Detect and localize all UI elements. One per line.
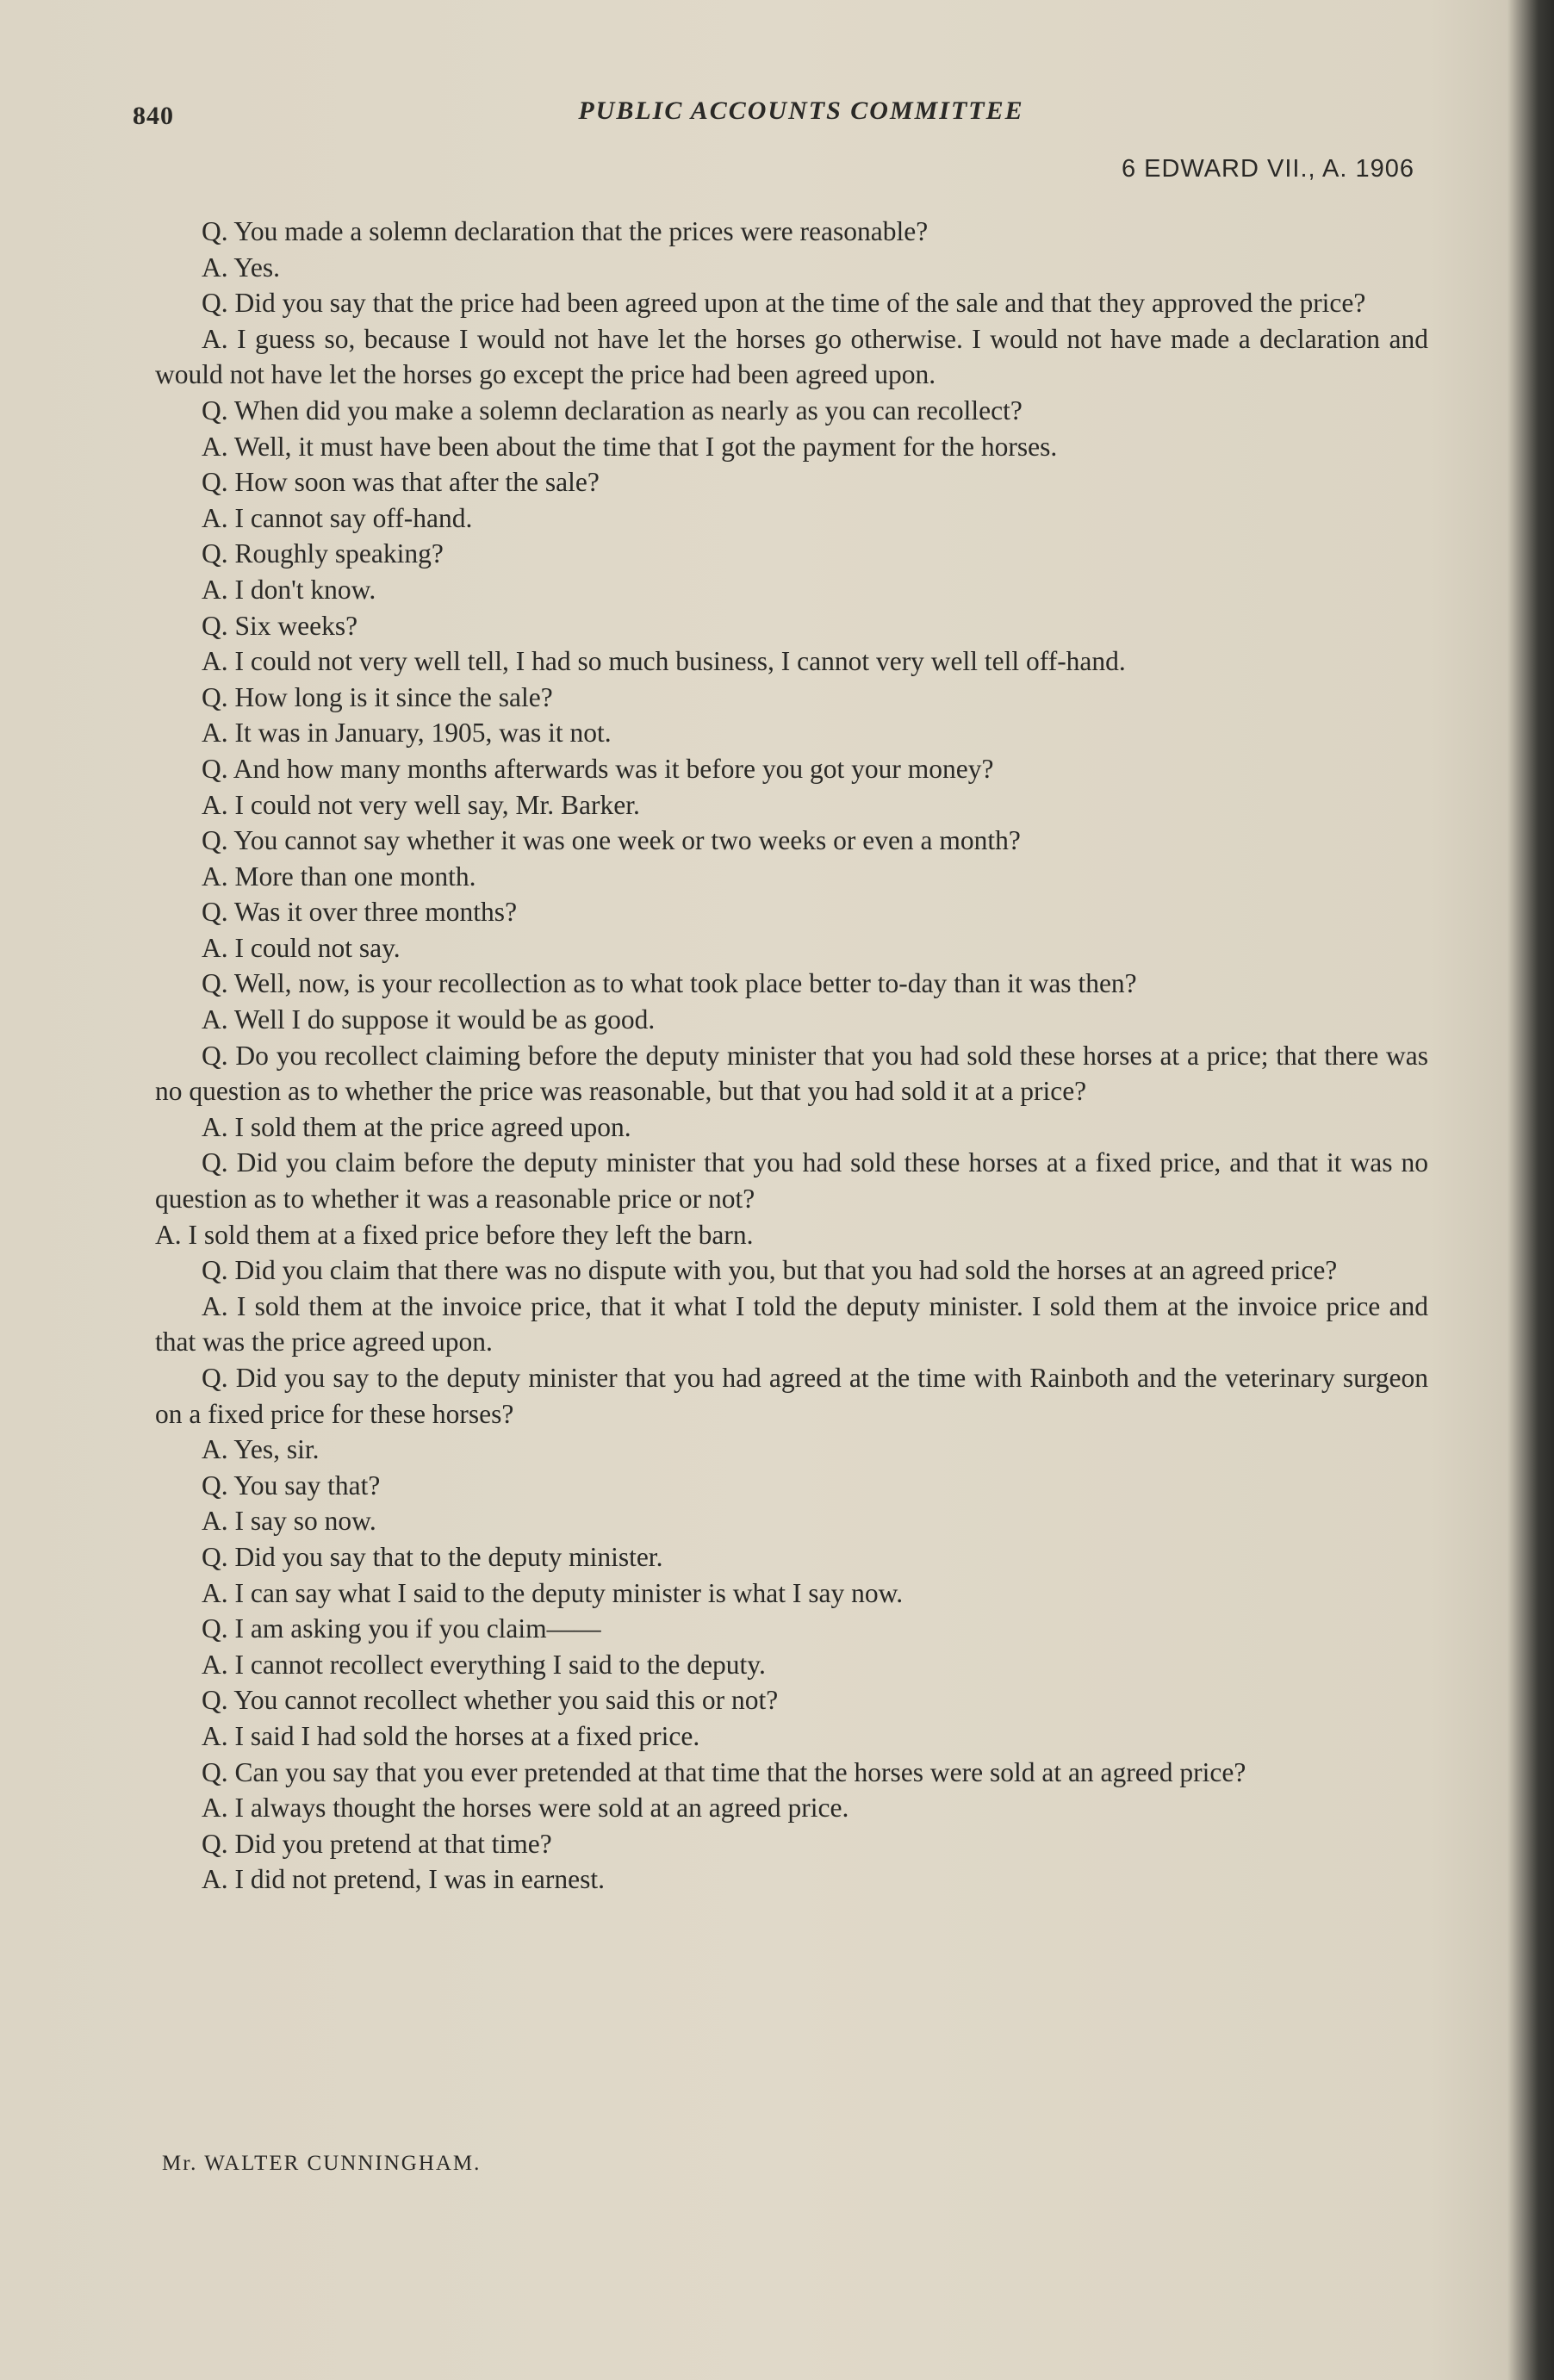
transcript-paragraph: Q. Well, now, is your recollection as to what took place better to-day than it was then? — [202, 968, 1137, 999]
transcript-paragraph: A. I could not say. — [202, 932, 401, 963]
transcript-paragraph: Q. Did you pretend at that time? — [202, 1828, 552, 1859]
transcript-paragraph: A. I did not pretend, I was in earnest. — [202, 1864, 605, 1895]
transcript-paragraph: A. More than one month. — [202, 861, 476, 892]
transcript-paragraph: A. I cannot recollect everything I said to the deputy. — [202, 1649, 766, 1680]
running-head: PUBLIC ACCOUNTS COMMITTEE — [578, 96, 1024, 125]
transcript-paragraph: A. I don't know. — [202, 574, 376, 605]
transcript-paragraph: A. Well I do suppose it would be as good. — [202, 1004, 656, 1035]
transcript-paragraph: A. I can say what I said to the deputy minister is what I say now. — [202, 1577, 904, 1608]
transcript-paragraph: Q. Did you say that to the deputy minister. — [202, 1541, 663, 1572]
page-number: 840 — [133, 102, 174, 130]
transcript-paragraph: A. I could not very well tell, I had so much business, I cannot very well tell off-hand. — [202, 646, 1126, 677]
transcript-paragraph: A. Yes. — [202, 252, 281, 283]
transcript-paragraph: Q. Did you claim before the deputy minister that you had sold these horses at a fixed price, and that it was no question as to whether it was a reasonable price or not? — [155, 1147, 1428, 1215]
transcript-paragraph: Q. Roughly speaking? — [202, 538, 444, 569]
transcript-paragraph: A. It was in January, 1905, was it not. — [202, 718, 612, 749]
transcript-paragraph: Q. Was it over three months? — [202, 897, 518, 928]
transcript-paragraph: Q. Did you claim that there was no dispute with you, but that you had sold the horses at an agreed price? — [202, 1255, 1338, 1286]
transcript-paragraph: Q. And how many months afterwards was it before you got your money? — [202, 753, 994, 784]
transcript-paragraph: A. Well, it must have been about the time that I got the payment for the horses. — [202, 431, 1058, 462]
transcript-paragraph: A. I guess so, because I would not have let the horses go otherwise. I would not have made a declaration and would not have let the horses go except the price had been agreed upon. — [155, 323, 1428, 390]
transcript-paragraph: Q. Did you say that the price had been agreed upon at the time of the sale and that they approved the price? — [202, 288, 1366, 319]
transcript-paragraph: Q. How soon was that after the sale? — [202, 467, 600, 498]
transcript-paragraph: Q. I am asking you if you claim—— — [202, 1613, 601, 1644]
transcript-paragraph: Q. Did you say to the deputy minister that you had agreed at the time with Rainboth and the veterinary surgeon on a fixed price for these horses? — [155, 1363, 1428, 1429]
transcript-paragraph: A. I said I had sold the horses at a fixed price. — [202, 1720, 700, 1751]
witness-name: Mr. WALTER CUNNINGHAM. — [162, 2152, 482, 2175]
transcript-paragraph: A. I sold them at the price agreed upon. — [202, 1111, 631, 1142]
transcript-paragraph: Q. Do you recollect claiming before the deputy minister that you had sold these horses at a price; that there was no question as to whether the price was reasonable, but that you had sold it at a price? — [155, 1040, 1428, 1107]
transcript-paragraph: Q. You cannot recollect whether you said this or not? — [202, 1685, 779, 1716]
transcript-body — [155, 214, 1428, 1898]
transcript-paragraph: Q. You made a solemn declaration that the prices were reasonable? — [202, 216, 929, 246]
transcript-paragraph: Q. You say that? — [202, 1470, 381, 1501]
transcript-paragraph: Q. Six weeks? — [202, 610, 358, 641]
transcript-paragraph: A. I always thought the horses were sold at an agreed price. — [202, 1793, 849, 1824]
transcript-paragraph: A. Yes, sir. — [202, 1434, 320, 1465]
transcript-paragraph: A. I say so now. — [202, 1506, 376, 1537]
transcript-paragraph: Q. When did you make a solemn declaration as nearly as you can recollect? — [202, 395, 1023, 426]
session-label: 6 EDWARD VII., A. 1906 — [1121, 155, 1414, 183]
transcript-paragraph: A. I sold them at the invoice price, that it what I told the deputy minister. I sold them at the invoice price and that was the price agreed upon. — [155, 1290, 1428, 1358]
transcript-paragraph: Q. How long is it since the sale? — [202, 681, 553, 712]
transcript-paragraph: Q. You cannot say whether it was one week or two weeks or even a month? — [202, 825, 1021, 856]
transcript-paragraph: A. I sold them at a fixed price before they left the barn. — [155, 1219, 754, 1250]
transcript-paragraph: A. I could not very well say, Mr. Barker. — [202, 789, 640, 820]
transcript-paragraph: A. I cannot say off-hand. — [202, 502, 473, 533]
transcript-paragraph: Q. Can you say that you ever pretended at that time that the horses were sold at an agreed price? — [202, 1756, 1246, 1787]
